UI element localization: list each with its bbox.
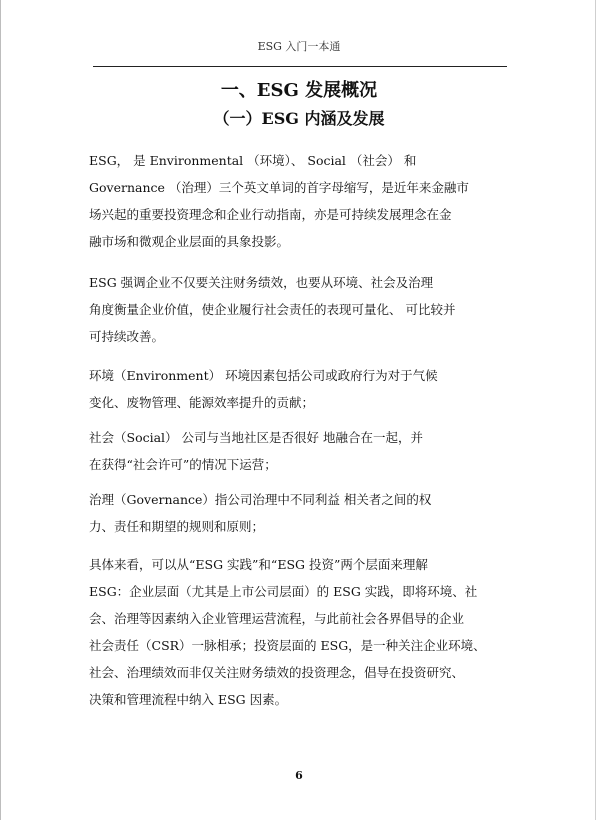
text-line: 会、治理等因素纳入企业管理运营流程，与此前社会各界倡导的企业 <box>89 611 465 626</box>
paragraph-governance <box>89 486 509 540</box>
text-line: ESG 强调企业不仅要关注财务绩效，也要从环境、社会及治理 <box>89 275 434 290</box>
text-line: 决策和管理流程中纳入 ESG 因素。 <box>89 692 288 707</box>
page-number: 6 <box>295 769 303 782</box>
text-line: 融市场和微观企业层面的具象投影。 <box>89 234 290 249</box>
chapter-heading: 一、ESG 发展概况 <box>220 80 378 101</box>
text-line: 变化、废物管理、能源效率提升的贡献； <box>89 395 315 410</box>
text-line: 角度衡量企业价值，使企业履行社会责任的表现可量化、 可比较并 <box>89 302 456 317</box>
text-line: 社会责任（CSR）一脉相承；投资层面的 ESG，是一种关注企业环境、 <box>89 638 486 653</box>
text-line: 可持续改善。 <box>89 329 165 344</box>
paragraph-practice-investment <box>89 551 509 713</box>
section-heading: （一）ESG 内涵及发展 <box>213 109 385 128</box>
text-line: ESG：企业层面（尤其是上市公司层面）的 ESG 实践，即将环境、社 <box>89 584 478 599</box>
text-line: ESG， 是 Environmental （环境）、 Social （社会） 和 <box>89 153 417 168</box>
text-line: 具体来看，可以从“ESG 实践”和“ESG 投资”两个层面来理解 <box>89 557 428 572</box>
running-header: ESG 入门一本通 <box>257 40 341 53</box>
paragraph-environment <box>89 362 509 416</box>
paragraph-esg-definition <box>89 147 509 255</box>
text-line: 环境（Environment） 环境因素包括公司或政府行为对于气候 <box>89 368 438 383</box>
text-line: 社会、治理绩效而非仅关注财务绩效的投资理念，倡导在投资研究、 <box>89 665 465 680</box>
text-line: 场兴起的重要投资理念和企业行动指南，亦是可持续发展理念在金 <box>89 207 452 222</box>
paragraph-esg-emphasis <box>89 269 509 350</box>
text-line: 社会（Social） 公司与当地社区是否很好 地融合在一起，并 <box>89 430 423 445</box>
text-line: 在获得“社会许可”的情况下运营； <box>89 457 277 472</box>
paragraph-social <box>89 424 509 478</box>
text-line: 治理（Governance）指公司治理中不同利益 相关者之间的权 <box>89 492 432 507</box>
text-line: 力、责任和期望的规则和原则； <box>89 519 265 534</box>
text-line: Governance （治理）三个英文单词的首字母缩写，是近年来金融市 <box>89 180 469 195</box>
header-divider <box>93 66 507 67</box>
